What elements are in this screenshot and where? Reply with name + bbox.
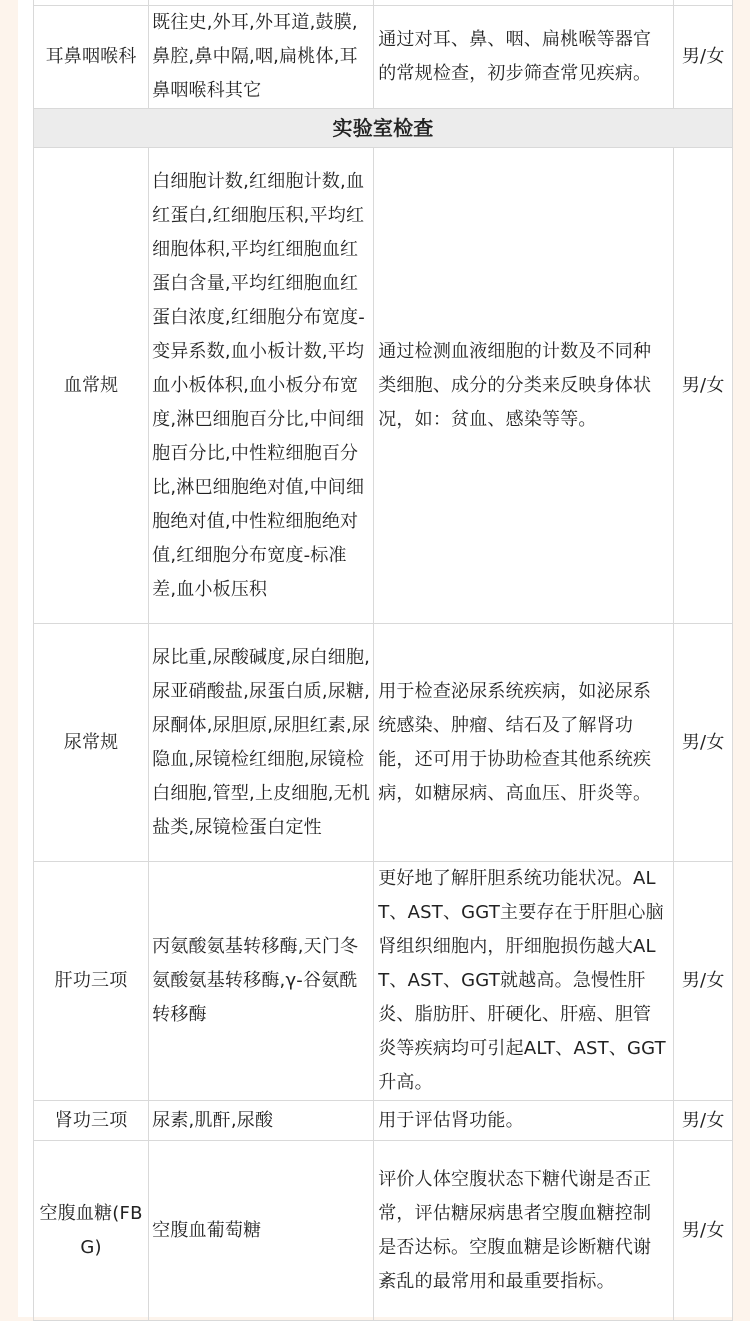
exam-gender-cell: 男/女 bbox=[674, 624, 733, 862]
table-row bbox=[34, 1101, 733, 1141]
exam-purpose-cell: 用于检查泌尿系统疾病，如泌尿系统感染、肿瘤、结石及了解肾功能，还可用于协助检查其他系统疾病，如糖尿病、高血压、肝炎等。 bbox=[374, 624, 674, 862]
exam-purpose-cell: 通过对耳、鼻、咽、扁桃喉等器官的常规检查，初步筛查常见疾病。 bbox=[374, 6, 674, 109]
exam-gender-cell: 男/女 bbox=[674, 148, 733, 624]
exam-items-cell: 既往史,外耳,外耳道,鼓膜,鼻腔,鼻中隔,咽,扁桃体,耳鼻咽喉科其它 bbox=[149, 6, 374, 109]
section-header-row bbox=[34, 109, 733, 148]
table-row bbox=[34, 6, 733, 109]
exam-purpose-cell: 更好地了解肝胆系统功能状况。ALT、AST、GGT主要存在于肝胆心脑肾组织细胞内，肝细胞损伤越大ALT、AST、GGT就越高。急慢性肝炎、脂肪肝、肝硬化、肝癌、胆管炎等疾病均可引起ALT、AST、GGT升高。 bbox=[374, 862, 674, 1101]
exam-name-cell: 尿常规 bbox=[34, 624, 149, 862]
exam-purpose-cell: 用于评估肾功能。 bbox=[374, 1101, 674, 1141]
exam-items-cell: 空腹血葡萄糖 bbox=[149, 1141, 374, 1321]
table-row bbox=[34, 1141, 733, 1321]
exam-name-cell: 耳鼻咽喉科 bbox=[34, 6, 149, 109]
table-row bbox=[34, 148, 733, 624]
exam-purpose-cell: 评价人体空腹状态下糖代谢是否正常，评估糖尿病患者空腹血糖控制是否达标。空腹血糖是诊断糖代谢紊乱的最常用和最重要指标。 bbox=[374, 1141, 674, 1321]
table-row bbox=[34, 624, 733, 862]
exam-name-cell: 血常规 bbox=[34, 148, 149, 624]
exam-items-cell: 丙氨酸氨基转移酶,天门冬氨酸氨基转移酶,γ-谷氨酰转移酶 bbox=[149, 862, 374, 1101]
table-row bbox=[34, 862, 733, 1101]
exam-name-cell: 空腹血糖(FBG) bbox=[34, 1141, 149, 1321]
exam-purpose-cell: 通过检测血液细胞的计数及不同种类细胞、成分的分类来反映身体状况，如：贫血、感染等等。 bbox=[374, 148, 674, 624]
exam-gender-cell: 男/女 bbox=[674, 862, 733, 1101]
exam-name-cell: 肾功三项 bbox=[34, 1101, 149, 1141]
exam-gender-cell: 男/女 bbox=[674, 1141, 733, 1321]
exam-name-cell: 肝功三项 bbox=[34, 862, 149, 1101]
exam-gender-cell: 男/女 bbox=[674, 1101, 733, 1141]
section-title: 实验室检查 bbox=[34, 109, 733, 148]
page-sheet bbox=[18, 0, 732, 1317]
exam-items-cell: 尿比重,尿酸碱度,尿白细胞,尿亚硝酸盐,尿蛋白质,尿糖,尿酮体,尿胆原,尿胆红素,尿隐血,尿镜检红细胞,尿镜检白细胞,管型,上皮细胞,无机盐类,尿镜检蛋白定性 bbox=[149, 624, 374, 862]
exam-items-cell: 白细胞计数,红细胞计数,血红蛋白,红细胞压积,平均红细胞体积,平均红细胞血红蛋白含量,平均红细胞血红蛋白浓度,红细胞分布宽度-变异系数,血小板计数,平均血小板体积,血小板分布宽度,淋巴细胞百分比,中间细胞百分比,中性粒细胞百分比,淋巴细胞绝对值,中间细胞绝对值,中性粒细胞绝对值,红细胞分布宽度-标准差,血小板压积 bbox=[149, 148, 374, 624]
exam-items-cell: 尿素,肌酐,尿酸 bbox=[149, 1101, 374, 1141]
exam-items-table bbox=[33, 0, 733, 1321]
exam-gender-cell: 男/女 bbox=[674, 6, 733, 109]
